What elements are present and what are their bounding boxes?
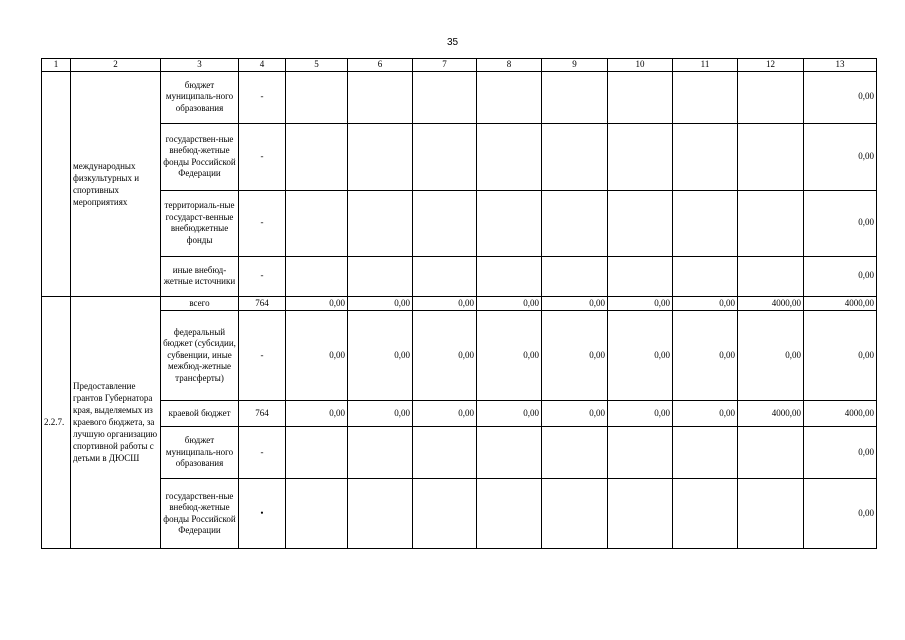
item-number-cell: 2.2.7. [42, 296, 71, 549]
value-cell [477, 427, 542, 479]
code-cell: 764 [239, 401, 286, 427]
value-cell [608, 71, 673, 123]
value-cell [542, 479, 608, 549]
value-cell [348, 71, 413, 123]
column-header: 3 [161, 59, 239, 72]
value-cell [738, 123, 804, 190]
value-cell [413, 256, 477, 296]
value-cell [608, 123, 673, 190]
value-cell [413, 479, 477, 549]
value-cell [738, 479, 804, 549]
funding-source-cell: всего [161, 296, 239, 311]
value-cell [542, 71, 608, 123]
table-row [42, 123, 877, 190]
total-cell: 0,00 [804, 123, 877, 190]
value-cell [673, 256, 738, 296]
table-row [42, 311, 877, 401]
value-cell: 0,00 [413, 296, 477, 311]
value-cell [477, 71, 542, 123]
value-cell: 0,00 [542, 401, 608, 427]
total-cell: 0,00 [804, 479, 877, 549]
code-cell: - [239, 123, 286, 190]
value-cell [477, 256, 542, 296]
value-cell: 0,00 [348, 401, 413, 427]
value-cell [738, 190, 804, 256]
value-cell: 0,00 [477, 401, 542, 427]
value-cell [348, 427, 413, 479]
value-cell [348, 190, 413, 256]
table-row [42, 296, 877, 311]
value-cell: 0,00 [673, 401, 738, 427]
value-cell: 0,00 [738, 311, 804, 401]
value-cell: 0,00 [413, 311, 477, 401]
value-cell [673, 427, 738, 479]
header-row [42, 59, 877, 72]
value-cell [608, 190, 673, 256]
column-header: 4 [239, 59, 286, 72]
value-cell [608, 479, 673, 549]
value-cell: 0,00 [673, 296, 738, 311]
funding-source-cell: государствен-ные внебюд-жетные фонды Российской Федерации [161, 123, 239, 190]
total-cell: 0,00 [804, 190, 877, 256]
column-header: 13 [804, 59, 877, 72]
code-cell: - [239, 256, 286, 296]
column-header: 12 [738, 59, 804, 72]
value-cell [286, 123, 348, 190]
item-number-cell [42, 71, 71, 296]
value-cell [286, 256, 348, 296]
code-cell: - [239, 190, 286, 256]
value-cell: 0,00 [608, 296, 673, 311]
table-row [42, 427, 877, 479]
value-cell: 4000,00 [738, 401, 804, 427]
value-cell [348, 123, 413, 190]
value-cell [413, 123, 477, 190]
column-header: 8 [477, 59, 542, 72]
budget-table [41, 58, 877, 549]
value-cell: 0,00 [673, 311, 738, 401]
value-cell: 4000,00 [738, 296, 804, 311]
table-row [42, 401, 877, 427]
value-cell [413, 71, 477, 123]
column-header: 9 [542, 59, 608, 72]
column-header: 5 [286, 59, 348, 72]
code-cell: • [239, 479, 286, 549]
code-cell: - [239, 311, 286, 401]
table-row [42, 190, 877, 256]
funding-source-cell: бюджет муниципаль-ного образования [161, 427, 239, 479]
code-cell: - [239, 71, 286, 123]
funding-source-cell: бюджет муниципаль-ного образования [161, 71, 239, 123]
total-cell: 0,00 [804, 427, 877, 479]
value-cell [477, 123, 542, 190]
funding-source-cell: федеральный бюджет (субсидии, субвенции, иные межбюд-жетные трансферты) [161, 311, 239, 401]
value-cell [413, 427, 477, 479]
value-cell [673, 479, 738, 549]
value-cell: 0,00 [477, 311, 542, 401]
value-cell [738, 256, 804, 296]
value-cell [348, 479, 413, 549]
value-cell [738, 427, 804, 479]
value-cell [542, 123, 608, 190]
value-cell: 0,00 [477, 296, 542, 311]
column-header: 7 [413, 59, 477, 72]
value-cell [673, 123, 738, 190]
value-cell: 0,00 [413, 401, 477, 427]
column-header: 2 [71, 59, 161, 72]
code-cell: 764 [239, 296, 286, 311]
value-cell: 0,00 [608, 311, 673, 401]
funding-source-cell: иные внебюд-жетные источники [161, 256, 239, 296]
page-number: 35 [446, 37, 459, 48]
value-cell [542, 427, 608, 479]
value-cell: 0,00 [608, 401, 673, 427]
value-cell [413, 190, 477, 256]
total-cell: 4000,00 [804, 296, 877, 311]
value-cell: 0,00 [286, 401, 348, 427]
funding-source-cell: краевой бюджет [161, 401, 239, 427]
value-cell [542, 190, 608, 256]
value-cell: 0,00 [348, 311, 413, 401]
value-cell [348, 256, 413, 296]
value-cell: 0,00 [286, 311, 348, 401]
value-cell: 0,00 [348, 296, 413, 311]
value-cell [738, 71, 804, 123]
table-row [42, 71, 877, 123]
table-row [42, 479, 877, 549]
total-cell: 0,00 [804, 311, 877, 401]
table-row [42, 256, 877, 296]
value-cell [673, 190, 738, 256]
value-cell [608, 427, 673, 479]
column-header: 11 [673, 59, 738, 72]
funding-source-cell: государствен-ные внебюд-жетные фонды Российской Федерации [161, 479, 239, 549]
value-cell [608, 256, 673, 296]
value-cell [477, 479, 542, 549]
value-cell: 0,00 [286, 296, 348, 311]
value-cell [286, 479, 348, 549]
value-cell: 0,00 [542, 296, 608, 311]
value-cell [286, 427, 348, 479]
value-cell [286, 190, 348, 256]
total-cell: 0,00 [804, 256, 877, 296]
value-cell [673, 71, 738, 123]
item-name-cell: Предоставление грантов Губернатора края, выделяемых из краевого бюджета, за лучшую организацию спортивной работы с детьми в ДЮСШ [71, 296, 161, 549]
total-cell: 0,00 [804, 71, 877, 123]
value-cell [477, 190, 542, 256]
column-header: 1 [42, 59, 71, 72]
value-cell [542, 256, 608, 296]
column-header: 6 [348, 59, 413, 72]
item-name-cell: международных физкультурных и спортивных мероприятиях [71, 71, 161, 296]
code-cell: - [239, 427, 286, 479]
funding-source-cell: территориаль-ные государст-венные внебюджетные фонды [161, 190, 239, 256]
value-cell: 0,00 [542, 311, 608, 401]
column-header: 10 [608, 59, 673, 72]
value-cell [286, 71, 348, 123]
total-cell: 4000,00 [804, 401, 877, 427]
